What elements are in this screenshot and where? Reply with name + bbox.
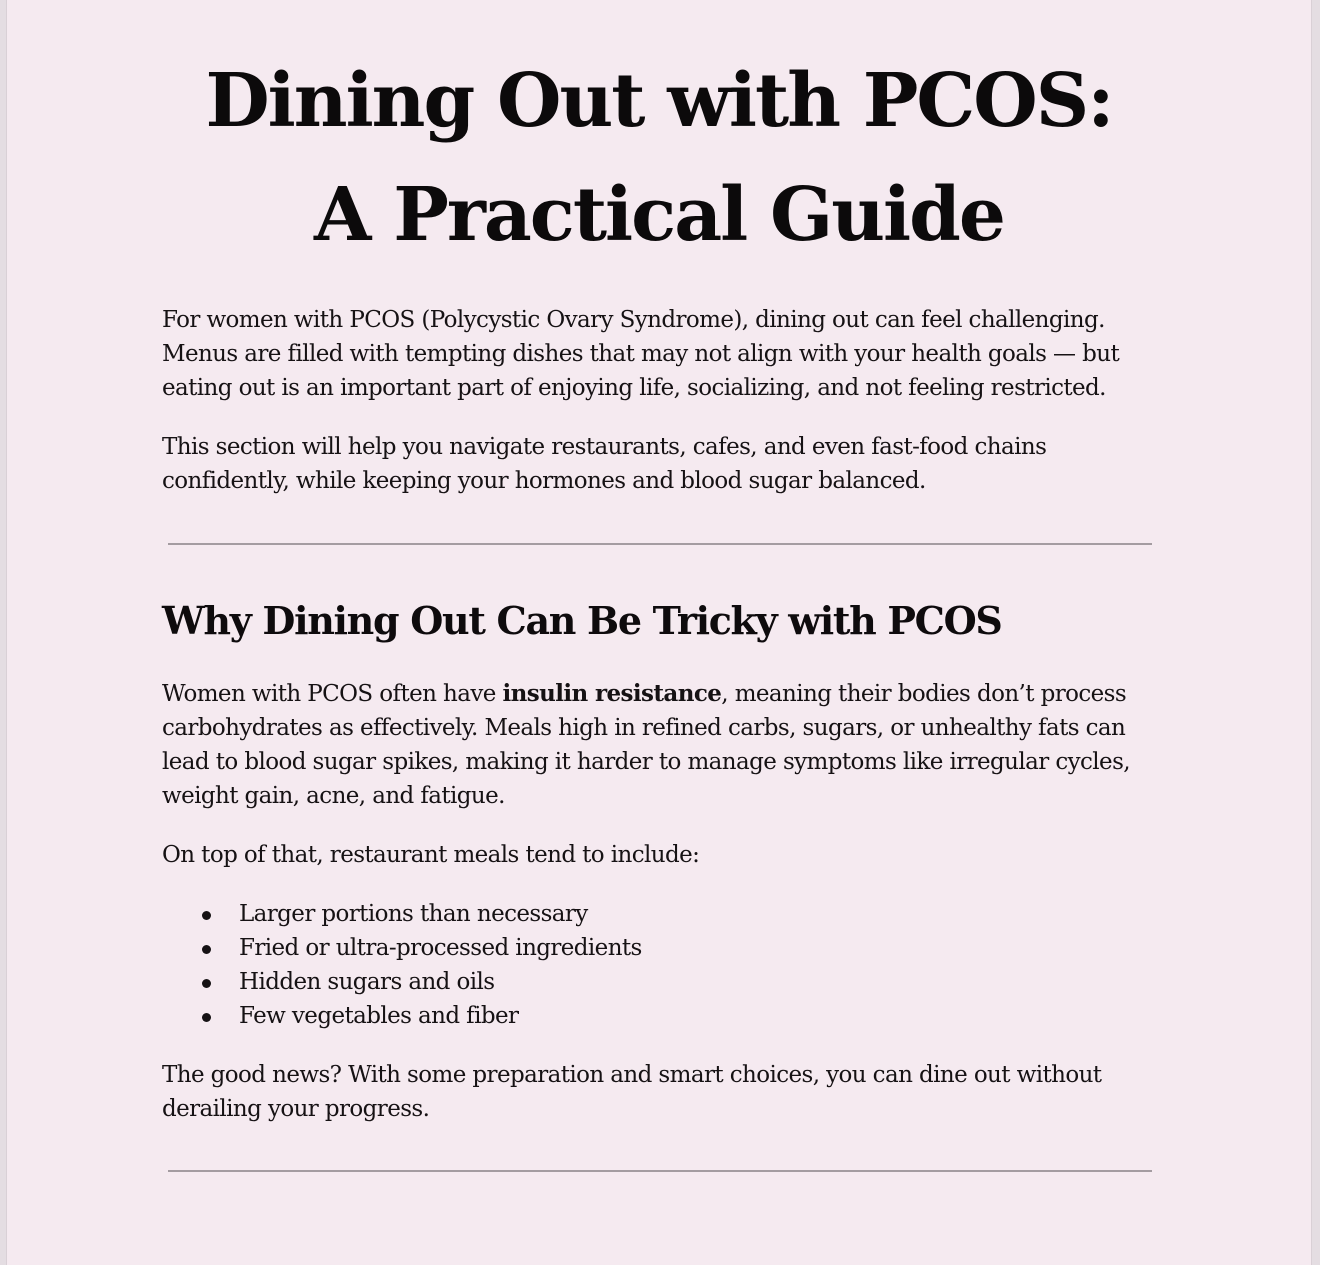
bullet-icon [202,945,211,954]
paragraph-text: , meaning their bodies don’t process carbohydrates as effectively. Meals high in refined carbs, sugars, or unhealthy fats can lead to blood sugar spikes, making it harder to manage symptoms like irregular cycles, weight gain, acne, and fatigue. [162,681,1130,809]
list-item [162,897,1162,931]
bullet-icon [202,979,211,988]
list-item [162,931,1162,965]
section-heading: Why Dining Out Can Be Tricky with PCOS [162,598,1002,643]
bold-term-insulin-resistance: insulin resistance [502,680,722,707]
section-paragraph-3: The good news? With some preparation and smart choices, you can dine out without derailing your progress. [162,1062,1102,1122]
list-item-text: Few vegetables and fiber [239,1003,519,1029]
paragraph-text: Women with PCOS often have [162,681,503,707]
bullet-icon [202,1013,211,1022]
page-title [7,44,1311,272]
list-item [162,965,1162,999]
bullet-icon [202,911,211,920]
section-paragraph-2: On top of that, restaurant meals tend to include: [162,842,700,868]
section-body [162,677,1162,1126]
intro-section [162,303,1162,498]
intro-paragraph-2: This section will help you navigate restaurants, cafes, and even fast-food chains confidently, while keeping your hormones and blood sugar balanced. [162,434,1047,494]
title-line-1: Dining Out with PCOS: [205,58,1113,144]
list-item-text: Larger portions than necessary [239,901,588,927]
section-paragraph-1 [162,677,1162,813]
list-item [162,999,1162,1033]
intro-paragraph-1: For women with PCOS (Polycystic Ovary Syndrome), dining out can feel challenging. Menus are filled with tempting dishes that may not align with your health goals — but eating out is an important part of enjoying life, socializing, and not feeling restricted. [162,307,1120,401]
section-divider [168,543,1152,545]
list-item-text: Fried or ultra-processed ingredients [239,935,642,961]
section-divider [168,1170,1152,1172]
bullet-list [162,897,1162,1033]
title-line-2: A Practical Guide [314,172,1004,258]
document-page [6,0,1312,1265]
list-item-text: Hidden sugars and oils [239,969,495,995]
